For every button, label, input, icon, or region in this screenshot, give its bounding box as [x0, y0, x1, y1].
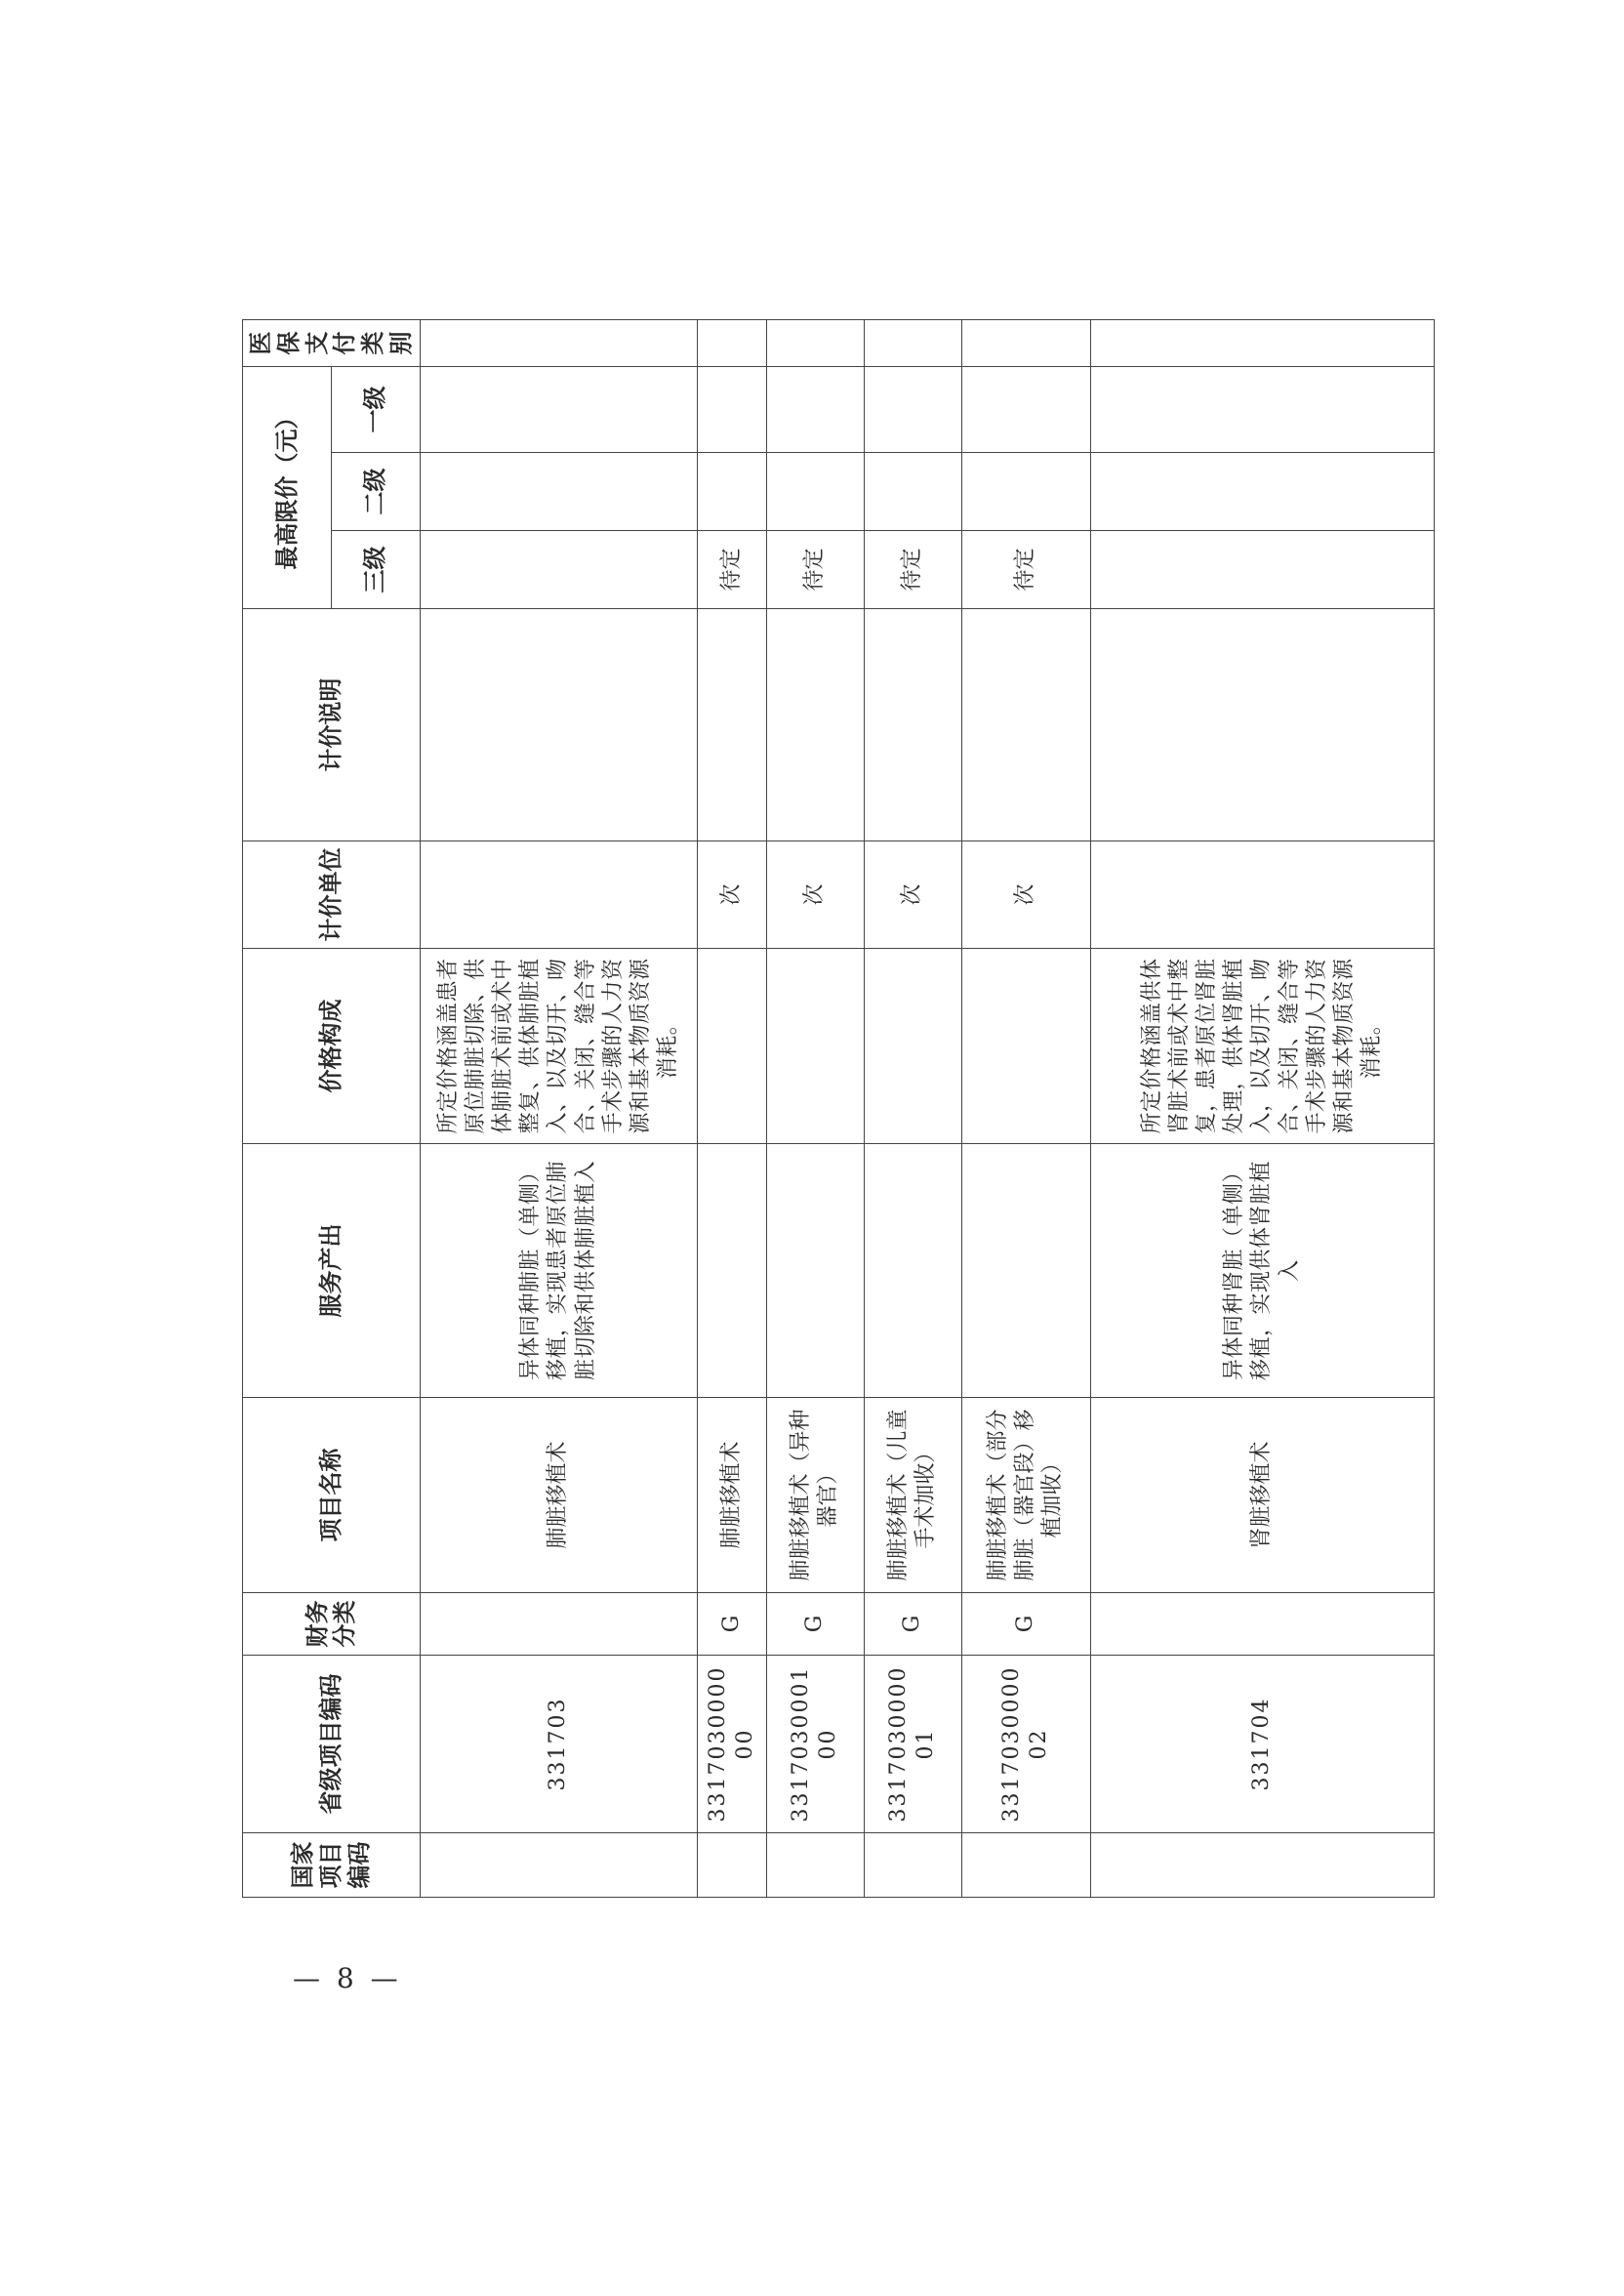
cell-national-code [420, 1833, 697, 1898]
cell-pricing-unit: 次 [698, 841, 767, 949]
table-row [698, 319, 767, 1897]
header-level1: 一级 [331, 366, 420, 452]
cell-level2 [420, 453, 697, 531]
cell-provincial-code: 331703000002 [961, 1656, 1090, 1833]
rotated-table-wrapper [242, 320, 1385, 1898]
table-row [420, 319, 697, 1897]
cell-level1 [420, 366, 697, 452]
cell-insurance-category [698, 319, 767, 366]
cell-pricing-unit [1090, 841, 1434, 949]
cell-project-name: 肺脏移植术（异种器官） [767, 1398, 865, 1593]
cell-level2 [961, 453, 1090, 531]
cell-pricing-unit: 次 [961, 841, 1090, 949]
cell-finance-category: G [864, 1593, 961, 1656]
cell-price-composition [961, 949, 1090, 1144]
cell-level3 [420, 531, 697, 609]
cell-pricing-notes [420, 609, 697, 841]
header-service-output: 服务产出 [243, 1144, 421, 1398]
cell-insurance-category [767, 319, 865, 366]
cell-level1 [864, 366, 961, 452]
cell-national-code [698, 1833, 767, 1898]
cell-level3: 待定 [961, 531, 1090, 609]
cell-service-output [961, 1144, 1090, 1398]
header-level2: 二级 [331, 453, 420, 531]
page-number: — 8 — [293, 1962, 402, 1994]
cell-project-name: 肺脏移植术（儿童手术加收） [864, 1398, 961, 1593]
cell-provincial-code: 331703000001 [864, 1656, 961, 1833]
cell-pricing-unit: 次 [767, 841, 865, 949]
cell-project-name: 肺脏移植术 [698, 1398, 767, 1593]
cell-provincial-code: 331704 [1090, 1656, 1434, 1833]
cell-level1 [767, 366, 865, 452]
cell-service-output: 异体同种肾脏（单侧）移植，实现供体肾脏植入 [1090, 1144, 1434, 1398]
cell-project-name: 肺脏移植术 [420, 1398, 697, 1593]
pricing-table [242, 319, 1435, 1898]
header-national-code: 国家项目编码 [243, 1833, 421, 1898]
cell-level3: 待定 [864, 531, 961, 609]
header-row [243, 319, 332, 1897]
cell-price-composition [767, 949, 865, 1144]
cell-level1 [961, 366, 1090, 452]
cell-provincial-code: 331703000000 [698, 1656, 767, 1833]
cell-level2 [1090, 453, 1434, 531]
cell-pricing-notes [1090, 609, 1434, 841]
cell-pricing-unit [420, 841, 697, 949]
cell-level3 [1090, 531, 1434, 609]
cell-finance-category: G [767, 1593, 865, 1656]
cell-finance-category: G [698, 1593, 767, 1656]
cell-pricing-unit: 次 [864, 841, 961, 949]
table-row [767, 319, 865, 1897]
header-provincial-code: 省级项目编码 [243, 1656, 421, 1833]
cell-provincial-code: 331703 [420, 1656, 697, 1833]
cell-national-code [767, 1833, 865, 1898]
cell-finance-category [1090, 1593, 1434, 1656]
header-insurance-category: 医保支付类别 [243, 319, 421, 366]
cell-level2 [767, 453, 865, 531]
cell-level1 [698, 366, 767, 452]
cell-level3: 待定 [767, 531, 865, 609]
cell-national-code [961, 1833, 1090, 1898]
cell-insurance-category [1090, 319, 1434, 366]
cell-pricing-notes [864, 609, 961, 841]
cell-national-code [1090, 1833, 1434, 1898]
cell-level2 [698, 453, 767, 531]
cell-pricing-notes [961, 609, 1090, 841]
cell-insurance-category [961, 319, 1090, 366]
cell-service-output [767, 1144, 865, 1398]
cell-provincial-code: 331703000100 [767, 1656, 865, 1833]
header-price-composition: 价格构成 [243, 949, 421, 1144]
header-level3: 三级 [331, 531, 420, 609]
header-pricing-notes: 计价说明 [243, 609, 421, 841]
cell-insurance-category [420, 319, 697, 366]
cell-pricing-notes [698, 609, 767, 841]
cell-national-code [864, 1833, 961, 1898]
cell-level2 [864, 453, 961, 531]
cell-finance-category [420, 1593, 697, 1656]
header-finance-category: 财务分类 [243, 1593, 421, 1656]
table-row [961, 319, 1090, 1897]
cell-level1 [1090, 366, 1434, 452]
cell-service-output: 异体同种肺脏（单侧）移植，实现患者原位肺脏切除和供体肺脏植入 [420, 1144, 697, 1398]
table-row [864, 319, 961, 1897]
header-pricing-unit: 计价单位 [243, 841, 421, 949]
cell-project-name: 肾脏移植术 [1090, 1398, 1434, 1593]
cell-service-output [864, 1144, 961, 1398]
cell-pricing-notes [767, 609, 865, 841]
header-project-name: 项目名称 [243, 1398, 421, 1593]
cell-price-composition: 所定价格涵盖患者原位肺脏切除、供体肺脏术前或术中整复、供体肺脏植入、以及切开、吻合、关闭、缝合等手术步骤的人力资源和基本物质资源消耗。 [420, 949, 697, 1144]
cell-level3: 待定 [698, 531, 767, 609]
cell-project-name: 肺脏移植术（部分肺脏（器官段）移植加收） [961, 1398, 1090, 1593]
cell-finance-category: G [961, 1593, 1090, 1656]
table-row [1090, 319, 1434, 1897]
cell-price-composition: 所定价格涵盖供体肾脏术前或术中整复，患者原位肾脏处理，供体肾脏植入，以及切开、吻合、关闭、缝合等手术步骤的人力资源和基本物质资源消耗。 [1090, 949, 1434, 1144]
header-max-price: 最高限价（元） [243, 366, 332, 608]
cell-service-output [698, 1144, 767, 1398]
cell-price-composition [864, 949, 961, 1144]
cell-insurance-category [864, 319, 961, 366]
cell-price-composition [698, 949, 767, 1144]
